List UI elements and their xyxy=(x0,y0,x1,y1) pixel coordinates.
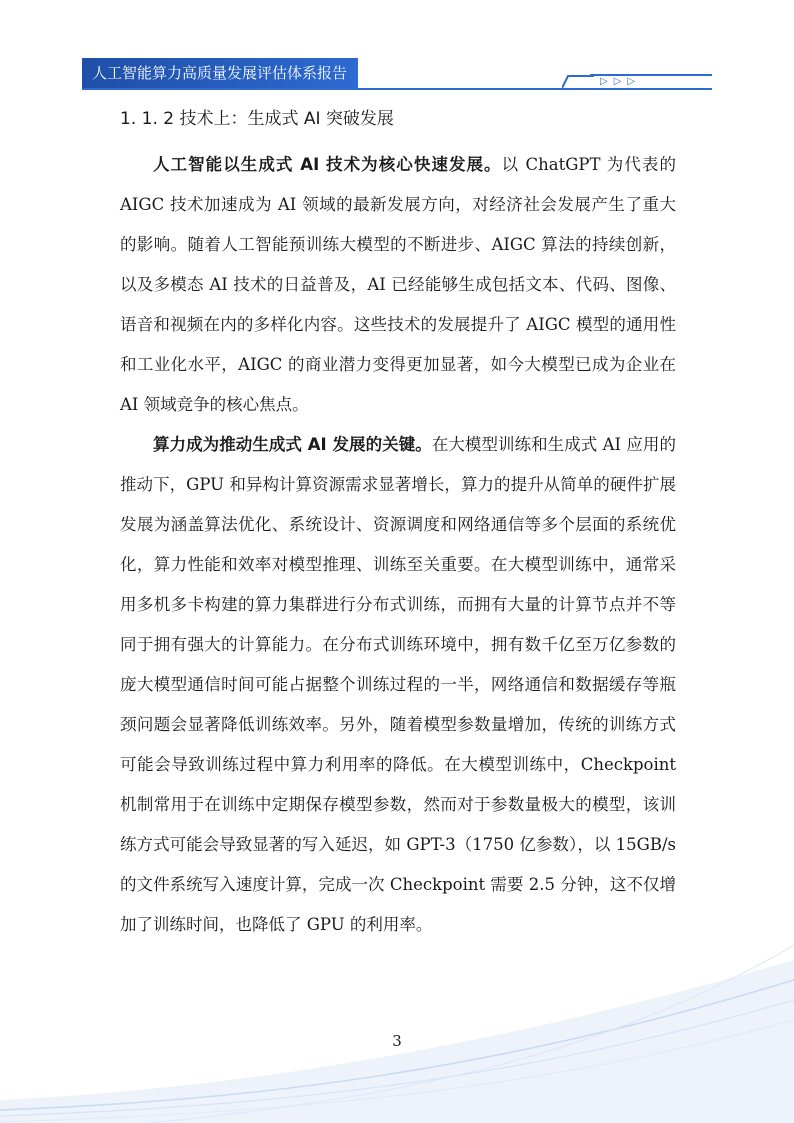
paragraph-lead: 人工智能以生成式 AI 技术为核心快速发展。 xyxy=(153,155,502,174)
header-rule xyxy=(82,88,712,90)
paragraph-text: 在大模型训练和生成式 AI 应用的推动下，GPU 和异构计算资源需求显著增长，算力的提升从简单的硬件扩展发展为涵盖算法优化、系统设计、资源调度和网络通信等多个层面的系统优化，算力性能和效率对模型推理、训练至关重要。在大模型训练中，通常采用多机多卡构建的算力集群进行分布式训练，而拥有大量的计算节点并不等同于拥有强大的计算能力。在分布式训练环境中，拥有数千亿至万亿参数的庞大模型通信时间可能占据整个训练过程的一半，网络通信和数据缓存等瓶颈问题会显著降低训练效率。另外，随着模型参数量增加，传统的训练方式可能会导致训练过程中算力利用率的降低。在大模型训练中，Checkpoint 机制常用于在训练中定期保存模型参数，然而对于参数量极大的模型，该训练方式可能会导致显著的写入延迟，如 GPT-3（1750 亿参数），以 15GB/s 的文件系统写入速度计算，完成一次 Checkpoint 需要 2.5 分钟，这不仅增加了训练时间，也降低了 GPU 的利用率。 xyxy=(120,435,676,934)
paragraph-text: 以 ChatGPT 为代表的 AIGC 技术加速成为 AI 领域的最新发展方向，对经济社会发展产生了重大的影响。随着人工智能预训练大模型的不断进步、AIGC 算法的持续创新，以及多模态 AI 技术的日益普及，AI 已经能够生成包括文本、代码、图像、语音和视频在内的多样化内容。这些技术的发展提升了 AIGC 模型的通用性和工业化水平，AIGC 的商业潜力变得更加显著，如今大模型已成为企业在 AI 领域竞争的核心焦点。 xyxy=(120,155,676,414)
section-heading: 1. 1. 2 技术上：生成式 AI 突破发展 xyxy=(120,109,394,129)
page-number: 3 xyxy=(392,1032,402,1050)
body-text xyxy=(120,145,676,945)
paragraph xyxy=(120,425,676,945)
report-title: 人工智能算力高质量发展评估体系报告 xyxy=(92,64,348,82)
paragraph-lead: 算力成为推动生成式 AI 发展的关键。 xyxy=(153,435,432,454)
header-tab-shape xyxy=(562,74,594,90)
paragraph xyxy=(120,145,676,425)
header-arrows-icon: ▷▷▷ xyxy=(600,76,642,87)
